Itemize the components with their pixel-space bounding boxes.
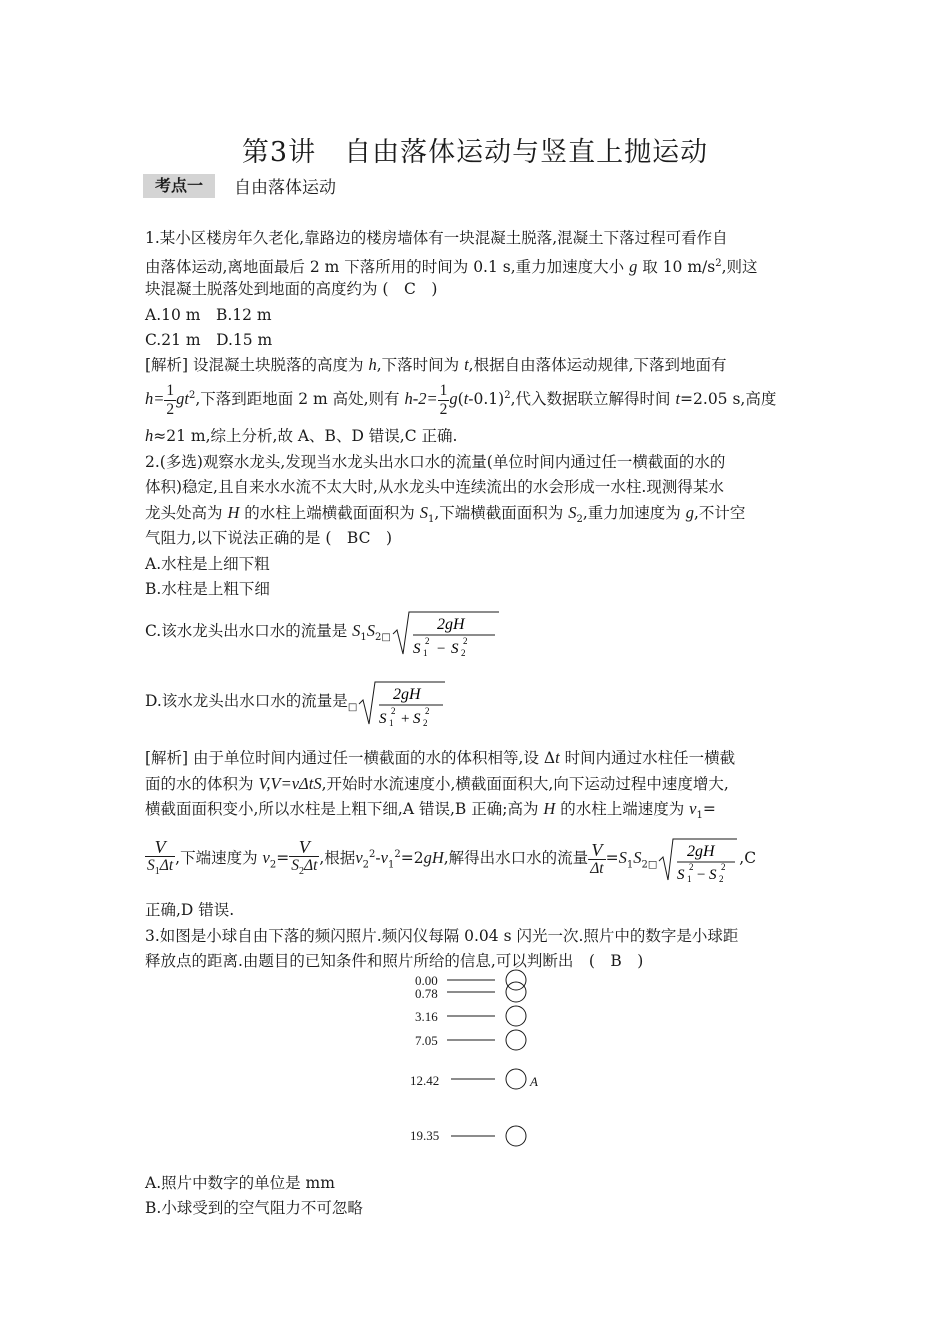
numerator-2gH: 2gH xyxy=(687,843,715,861)
strobe-photo-figure xyxy=(405,968,555,1158)
denominator-s2: S xyxy=(413,711,421,727)
sub-2: 2 xyxy=(460,648,466,658)
q2-stem-line3: 龙头处高为 H 的水柱上端横截面面积为 $S_1$,下端横截面面积为 $S_2$,重力加速度为 g,不计空 xyxy=(145,503,746,526)
q2-option-a: A.水柱是上细下粗 xyxy=(145,555,270,573)
v1-fraction: $\frac{V}{S_1\Delta t}$ xyxy=(147,836,174,877)
denominator-s1: S xyxy=(677,867,685,884)
sub-2: 2 xyxy=(423,718,428,728)
sub-1: 1 xyxy=(687,874,692,885)
ball-image xyxy=(506,1126,526,1146)
distance-label: 12.42 xyxy=(410,1073,440,1088)
q1-analysis-line3: h≈21 m,综上分析,故 A、B、D 错误,C 正确. xyxy=(145,426,458,445)
ball-image xyxy=(506,1030,526,1050)
q3-stem-line2: 释放点的距离.由题目的已知条件和照片所给的信息,可以判断出 ( B ) xyxy=(145,952,644,970)
denominator-s2: S xyxy=(709,867,717,884)
distance-label: 0.78 xyxy=(415,986,438,1001)
sub-1: 1 xyxy=(389,718,394,728)
q3-option-b: B.小球受到的空气阻力不可忽略 xyxy=(145,1199,363,1217)
plus-sign: + xyxy=(401,711,410,727)
sqrt-formula-d xyxy=(357,676,447,728)
q1-stem-line2: 由落体运动,离地面最后 2 m 下落所用的时间为 0.1 s,重力加速度大小 g 取 10 $m/s^2$,则这 xyxy=(145,257,758,277)
sqrt-formula-c xyxy=(391,606,501,658)
q2-analysis-line5: 正确,D 错误. xyxy=(145,901,235,919)
q2-stem-line4: 气阻力,以下说法正确的是 ( BC ) xyxy=(145,529,392,547)
distance-label: 3.16 xyxy=(415,1009,438,1024)
ball-image xyxy=(506,982,526,1002)
sup-2: 2 xyxy=(689,862,694,873)
q2-stem-line2: 体积)稳定,且自来水水流不太大时,从水龙头中连续流出的水会形成一水柱.现测得某水 xyxy=(145,478,724,496)
kaodian-badge: 考点一 xyxy=(143,174,215,198)
sup-2: 2 xyxy=(424,636,430,646)
ball-image xyxy=(506,1006,526,1026)
sqrt-formula-answer xyxy=(657,834,739,884)
q1-analysis-line2: h= $\frac{1}{2}$ $gt^2$,下落到距地面 2 m 高处,则有 h-2= $\frac{1}{2}$ $g(t-0.1)^2$,代入数据联立解得时间 t=2.05 s,高度 xyxy=(145,381,777,418)
q2-stem-line1: 2.(多选)观察水龙头,发现当水龙头出水口水的流量(单位时间内通过任一横截面的水的 xyxy=(145,453,726,471)
minus-sign: − xyxy=(436,641,446,657)
q1-stem-line3: 块混凝土脱落处到地面的高度约为 ( C ) xyxy=(145,280,438,298)
q3-stem-line1: 3.如图是小球自由下落的频闪照片.频闪仪每隔 0.04 s 闪光一次.照片中的数字是小球距 xyxy=(145,927,739,945)
q1-analysis-line1: [解析] 设混凝土块脱落的高度为 h,下落时间为 t,根据自由落体运动规律,下落到地面有 xyxy=(145,355,727,374)
q2-option-d: D.该水龙头出水口水的流量是$_□$ 2gH S 1 2 + S 2 2 xyxy=(145,676,447,732)
numerator-2gH: 2gH xyxy=(393,686,421,703)
flow-fraction: $\frac{V}{\Delta t}$ xyxy=(590,839,604,877)
q3-option-a: A.照片中数字的单位是 mm xyxy=(145,1174,335,1192)
ball-image xyxy=(506,1069,526,1089)
half-fraction: $\frac{1}{2}$ xyxy=(439,381,448,418)
denominator-s2: S xyxy=(450,641,459,657)
minus-sign: − xyxy=(697,867,706,884)
q2-option-b: B.水柱是上粗下细 xyxy=(145,580,270,598)
distance-label: 0.00 xyxy=(415,973,438,988)
sup-2: 2 xyxy=(721,862,726,873)
q2-option-c: C.该水龙头出水口水的流量是 $S_1S_{2□}$ 2gH S 1 2 − S 2 2 xyxy=(145,606,501,662)
sup-2: 2 xyxy=(425,706,430,716)
numerator-2gH: 2gH xyxy=(436,616,465,633)
sub-2: 2 xyxy=(719,874,724,885)
distance-label: 7.05 xyxy=(415,1033,438,1048)
half-fraction: $\frac{1}{2}$ xyxy=(166,381,175,418)
q2-analysis-line4: $\frac{V}{S_1\Delta t}$ ,下端速度为 $v_2=$ $\frac{V}{S_2\Delta t}$ ,根据$v_2^2-v_1^2=2gH$,解得出水口水的流量 $\frac{V}{\Delta t}$ $=S_1S_{2□}$ 2gH S 1 2 − S 2 2 ,C xyxy=(145,830,756,890)
distance-label: 19.35 xyxy=(410,1128,440,1143)
sup-2: 2 xyxy=(462,636,468,646)
kaodian-title: 自由落体运动 xyxy=(234,178,336,198)
ball-image xyxy=(506,970,526,990)
q2-analysis-line3: 横截面面积变小,所以水柱是上粗下细,A 错误,B 正确;高为 H 的水柱上端速度为 $v_1=$ xyxy=(145,799,716,822)
q1-options-ab: A.10 m B.12 m xyxy=(145,306,272,324)
denominator-s1: S xyxy=(412,641,421,657)
sub-1: 1 xyxy=(422,648,428,658)
ball-label-a: A xyxy=(530,1074,538,1089)
denominator-s1: S xyxy=(379,711,387,727)
q1-options-cd: C.21 m D.15 m xyxy=(145,331,273,349)
v2-fraction: $\frac{V}{S_2\Delta t}$ xyxy=(291,836,318,877)
q1-stem-line1: 1.某小区楼房年久老化,靠路边的楼房墙体有一块混凝土脱落,混凝土下落过程可看作自 xyxy=(145,229,728,247)
sup-2: 2 xyxy=(391,706,396,716)
q2-analysis-line2: 面的水的体积为 V,V=vΔtS,开始时水流速度小,横截面面积大,向下运动过程中速度增大, xyxy=(145,774,729,793)
page-title: 第3讲 自由落体运动与竖直上抛运动 xyxy=(241,137,709,168)
q2-analysis-line1: [解析] 由于单位时间内通过任一横截面的水的体积相等,设 Δt 时间内通过水柱任一横截 xyxy=(145,748,736,767)
